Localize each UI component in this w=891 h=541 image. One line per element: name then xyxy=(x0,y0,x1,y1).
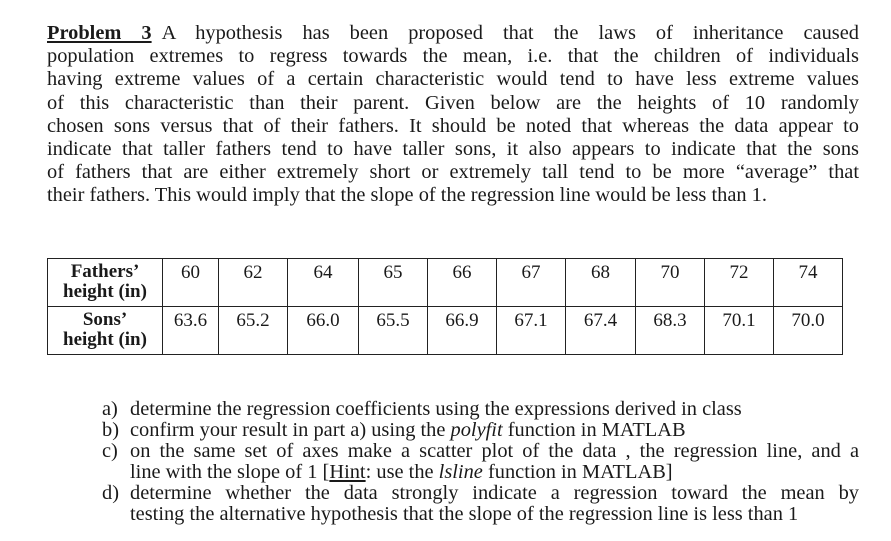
task-text xyxy=(130,420,859,441)
table-cell: 66.9 xyxy=(428,307,497,355)
task-text-segment: : use the xyxy=(365,461,439,483)
task-marker: b) xyxy=(102,419,119,441)
function-name-polyfit: polyfit xyxy=(450,419,503,441)
statement-line-1 xyxy=(47,22,859,45)
statement-line-6: indicate that taller fathers tend to have taller sons, it also appears to indicate that the sons xyxy=(47,138,859,161)
row-header-line: height (in) xyxy=(63,329,147,350)
task-text xyxy=(130,441,859,483)
task-marker: d) xyxy=(102,482,119,504)
task-text-segment: line with the slope of 1 [ xyxy=(130,461,330,483)
task-text-segment: confirm your result in part a) using the xyxy=(130,419,451,441)
statement-text: A hypothesis has been proposed that the laws of inheritance caused xyxy=(161,22,859,44)
table-cell: 67.1 xyxy=(497,307,566,355)
hint-label: Hint xyxy=(329,461,366,483)
task-text xyxy=(130,483,859,525)
task-item-b xyxy=(102,419,859,441)
problem-page xyxy=(47,22,859,525)
table-cell: 63.6 xyxy=(163,307,219,355)
table-cell: 65.2 xyxy=(219,307,288,355)
task-list xyxy=(102,398,859,525)
table-cell: 67 xyxy=(497,259,566,307)
task-line: determine whether the data strongly indicate a regression toward the mean by xyxy=(130,482,859,504)
row-header-sons xyxy=(48,307,163,355)
table-cell: 65.5 xyxy=(359,307,428,355)
task-line xyxy=(130,462,859,483)
table-cell: 74 xyxy=(774,259,843,307)
task-line xyxy=(130,420,859,441)
task-line: on the same set of axes make a scatter plot of the data , the regression line, and a xyxy=(130,440,859,462)
statement-line-8: their fathers. This would imply that the slope of the regression line would be less than 1. xyxy=(47,184,767,207)
function-name-lsline: lsline xyxy=(438,461,483,483)
row-header-line: Fathers’ xyxy=(70,261,140,282)
table-cell: 72 xyxy=(705,259,774,307)
statement-line-2: population extremes to regress towards the mean, i.e. that the children of individuals xyxy=(47,45,859,68)
table-cell: 68 xyxy=(566,259,636,307)
task-text xyxy=(130,399,859,420)
problem-title: Problem 3 xyxy=(47,22,152,44)
table-cell: 67.4 xyxy=(566,307,636,355)
task-item-c xyxy=(102,440,859,483)
table-cell: 70.1 xyxy=(705,307,774,355)
heights-table xyxy=(47,258,843,355)
row-header-line: height (in) xyxy=(63,281,147,302)
table-cell: 66.0 xyxy=(288,307,359,355)
task-text-segment: function in MATLAB xyxy=(502,419,686,441)
statement-line-7: of fathers that are either extremely short or extremely tall tend to be more “average” that xyxy=(47,161,859,184)
table-cell: 62 xyxy=(219,259,288,307)
task-text-segment: function in MATLAB] xyxy=(482,461,673,483)
task-line: determine the regression coefficients using the expressions derived in class xyxy=(130,398,742,420)
table-cell: 68.3 xyxy=(636,307,705,355)
row-header-line: Sons’ xyxy=(82,309,128,330)
table-cell: 60 xyxy=(163,259,219,307)
statement-line-3: having extreme values of a certain characteristic would tend to have less extreme values xyxy=(47,68,859,91)
table-row-fathers xyxy=(48,259,843,307)
task-marker: c) xyxy=(102,440,118,462)
table-cell: 65 xyxy=(359,259,428,307)
table-cell: 66 xyxy=(428,259,497,307)
table-cell: 70.0 xyxy=(774,307,843,355)
task-item-a xyxy=(102,398,859,420)
table-cell: 64 xyxy=(288,259,359,307)
task-marker: a) xyxy=(102,398,118,420)
table-row-sons xyxy=(48,307,843,355)
statement-line-5: chosen sons versus that of their fathers. It should be noted that whereas the data appear to xyxy=(47,114,859,137)
table-cell: 70 xyxy=(636,259,705,307)
task-item-d xyxy=(102,482,859,525)
row-header-fathers xyxy=(48,259,163,307)
task-line: testing the alternative hypothesis that the slope of the regression line is less than 1 xyxy=(130,503,799,525)
statement-line-4: of this characteristic than their parent. Given below are the heights of 10 randomly xyxy=(47,91,859,114)
problem-statement xyxy=(47,22,859,208)
